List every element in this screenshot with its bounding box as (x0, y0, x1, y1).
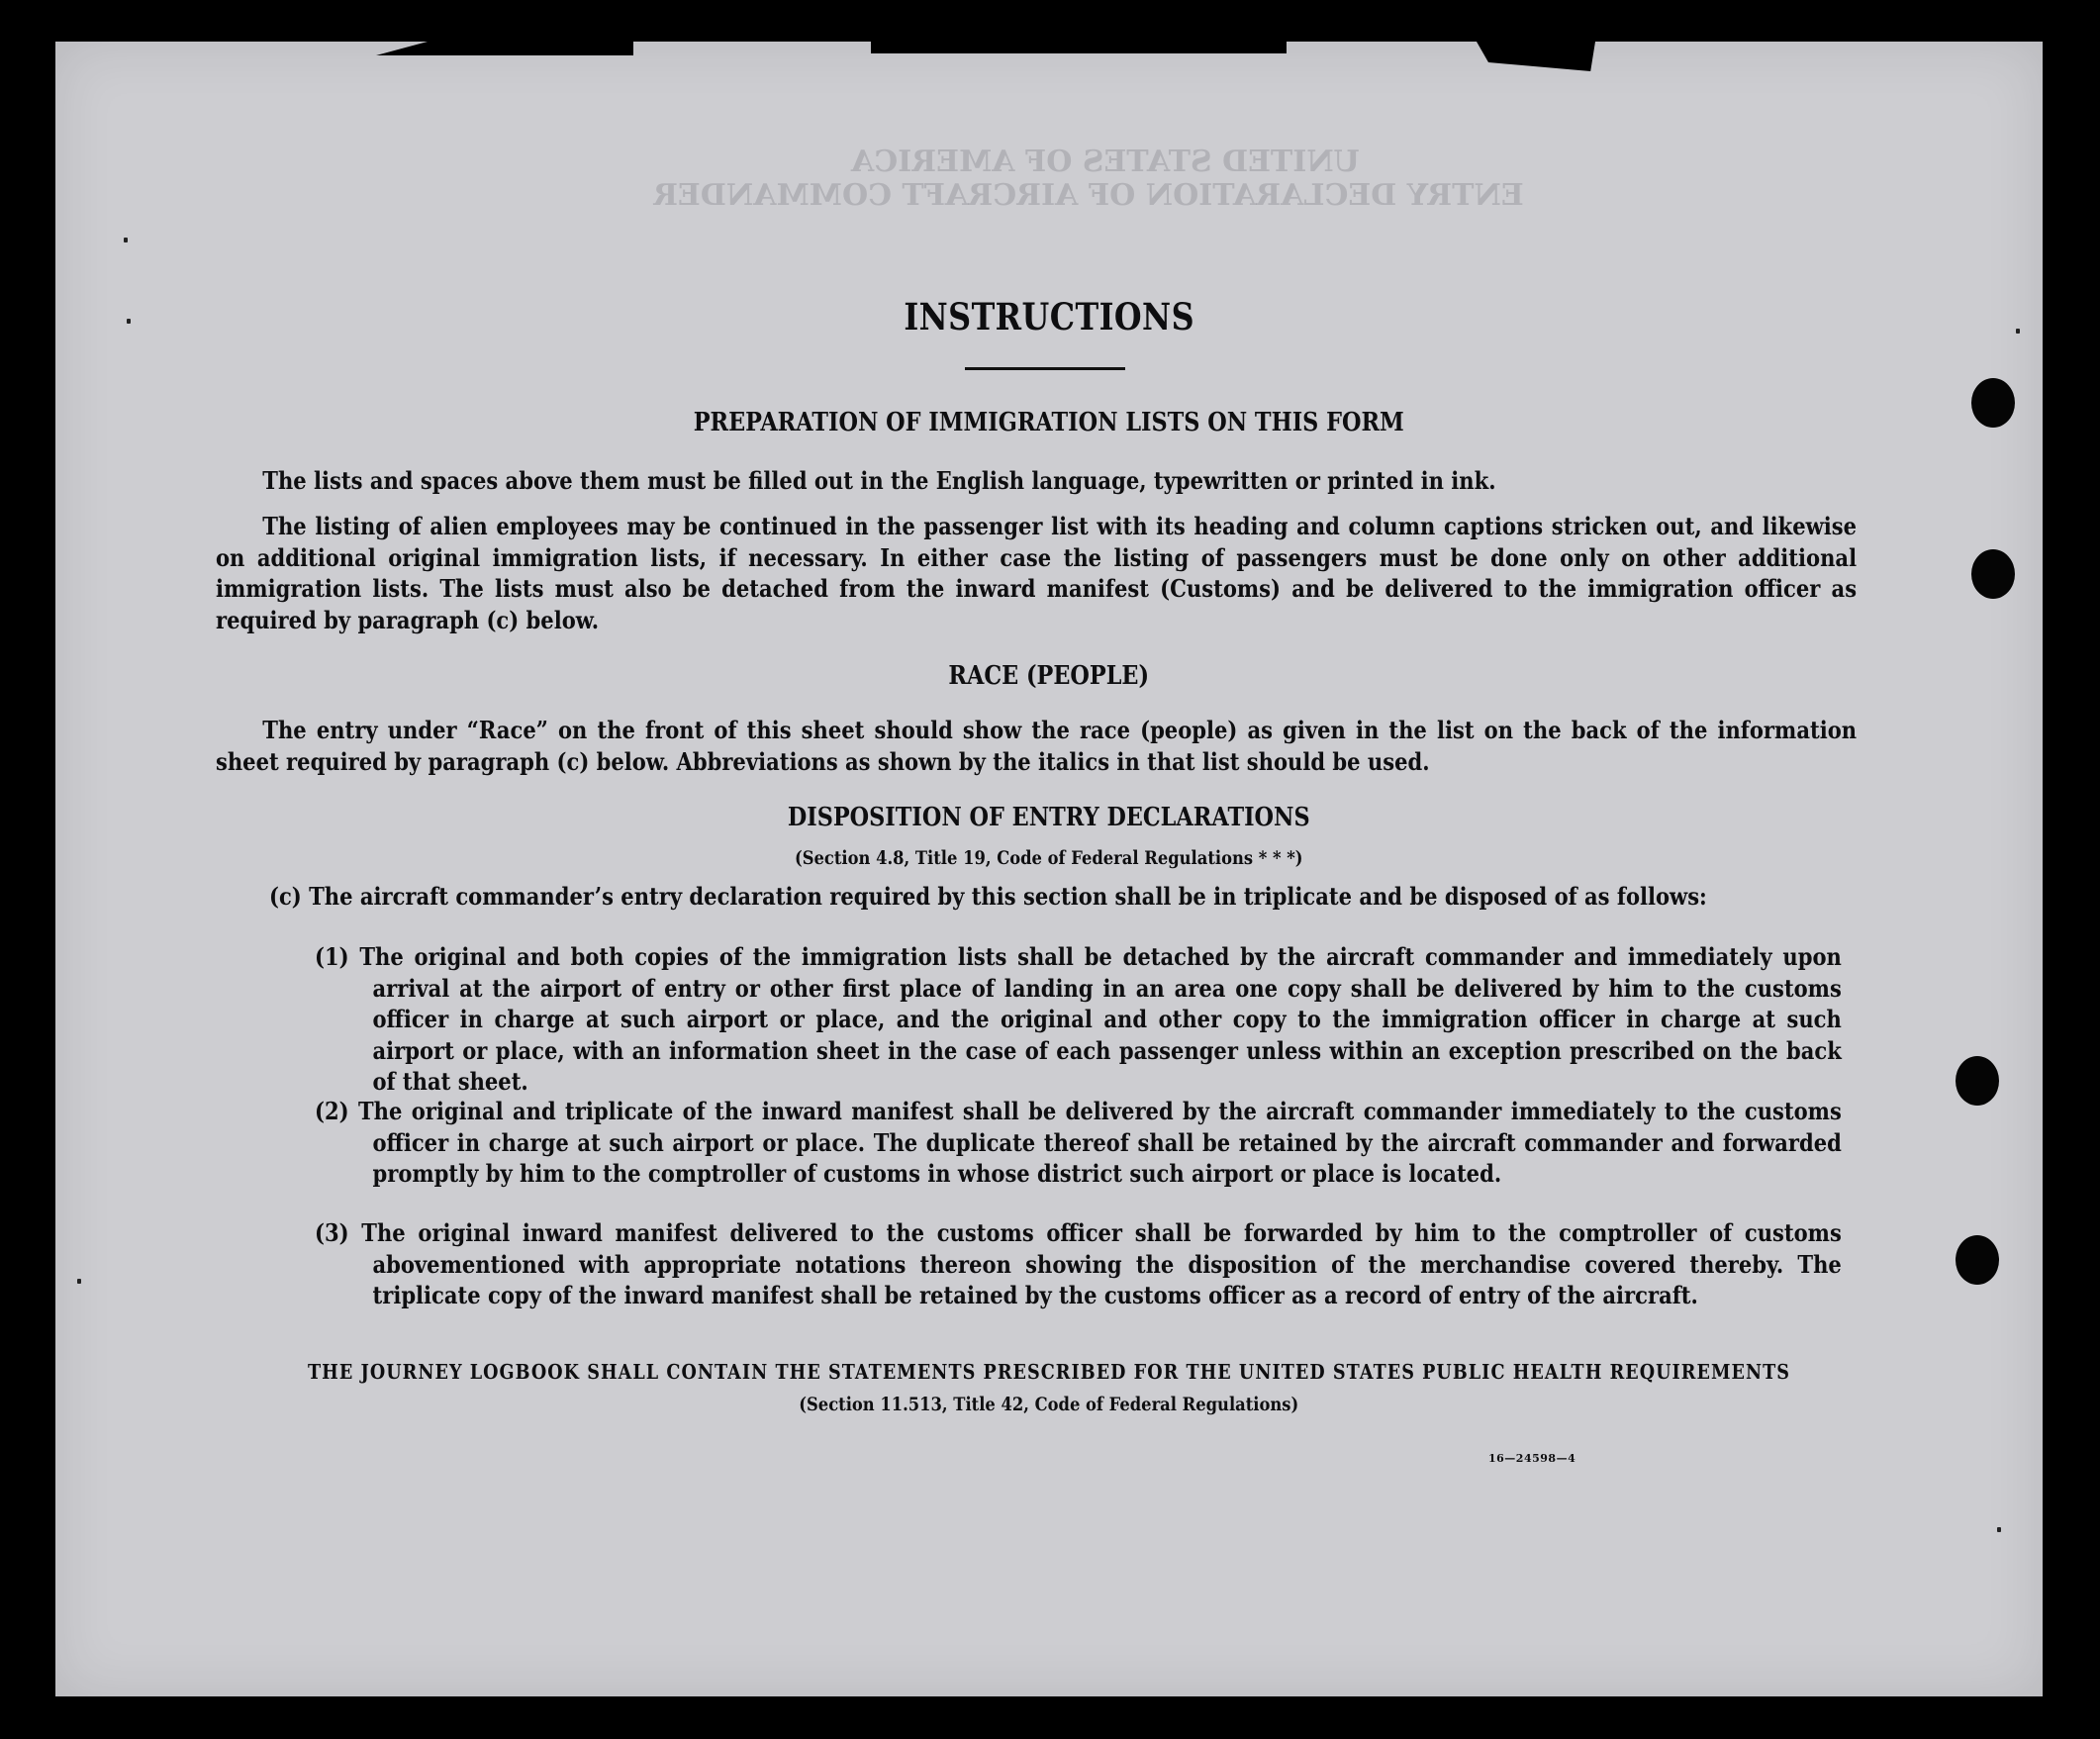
paragraph-preparation-1: The lists and spaces above them must be filled out in the English language, typewritten or printed in ink. (262, 466, 1496, 495)
show-through-text: UNITED STATES OF AMERICA (851, 145, 1360, 179)
disposition-intro: (c) The aircraft commander’s entry declaration required by this section shall be in triplicate and be disposed of as follows: (269, 882, 1707, 911)
page-title: INSTRUCTIONS (904, 295, 1194, 338)
form-number: 16—24598—4 (1488, 1452, 1576, 1465)
heading-preparation: PREPARATION OF IMMIGRATION LISTS ON THIS FORM (693, 408, 1404, 437)
footer-reference: (Section 11.513, Title 42, Code of Federal Regulations) (799, 1394, 1299, 1415)
heading-disposition: DISPOSITION OF ENTRY DECLARATIONS (787, 803, 1310, 832)
disposition-reference: (Section 4.8, Title 19, Code of Federal Regulations * * *) (794, 847, 1303, 869)
footer-statement: THE JOURNEY LOGBOOK SHALL CONTAIN THE STATEMENTS PRESCRIBED FOR THE UNITED STATES PUBLIC HEALTH REQUIREMENTS (308, 1360, 1791, 1384)
paragraph-preparation-2: The listing of alien employees may be continued in the passenger list with its heading and column captions stricken out, and likewise on additional original immigration lists, if necessary. In either case the listing of passengers must be done only on other additional immigration lists. The lists must also be detached from the inward manifest (Customs) and be delivered to the immigration officer as required by paragraph (c) below. (216, 512, 1858, 634)
heading-race: RACE (PEOPLE) (948, 661, 1150, 691)
title-underline (965, 367, 1125, 370)
disposition-item-2: (2) The original and triplicate of the inward manifest shall be delivered by the aircraft commander immediately to the customs officer in charge at such airport or place. The duplicate thereof shall be retained by the aircraft commander and forwarded promptly by him to the comptroller of customs in whose district such airport or place is located. (315, 1097, 1842, 1188)
show-through-text: ENTRY DECLARATION OF AIRCRAFT COMMANDER (653, 178, 1524, 213)
paragraph-race: The entry under “Race” on the front of this sheet should show the race (people) as given in the list on the back of the information sheet required by paragraph (c) below. Abbreviations as shown by the italics in that list should be used. (216, 716, 1858, 776)
disposition-item-3: (3) The original inward manifest delivered to the customs officer shall be forwarded by him to the comptroller of customs abovementioned with appropriate notations thereon showing the disposition of the merchandise covered thereby. The triplicate copy of the inward manifest shall be retained by the customs officer as a record of entry of the aircraft. (315, 1218, 1842, 1309)
disposition-item-1: (1) The original and both copies of the immigration lists shall be detached by the aircraft commander and immediately upon arrival at the airport of entry or other first place of landing in an area one copy shall be delivered by him to the customs officer in charge at such airport or place, and the original and other copy to the immigration officer in charge at such airport or place, with an information sheet in the case of each passenger unless within an exception prescribed on the back of that sheet. (315, 942, 1842, 1096)
